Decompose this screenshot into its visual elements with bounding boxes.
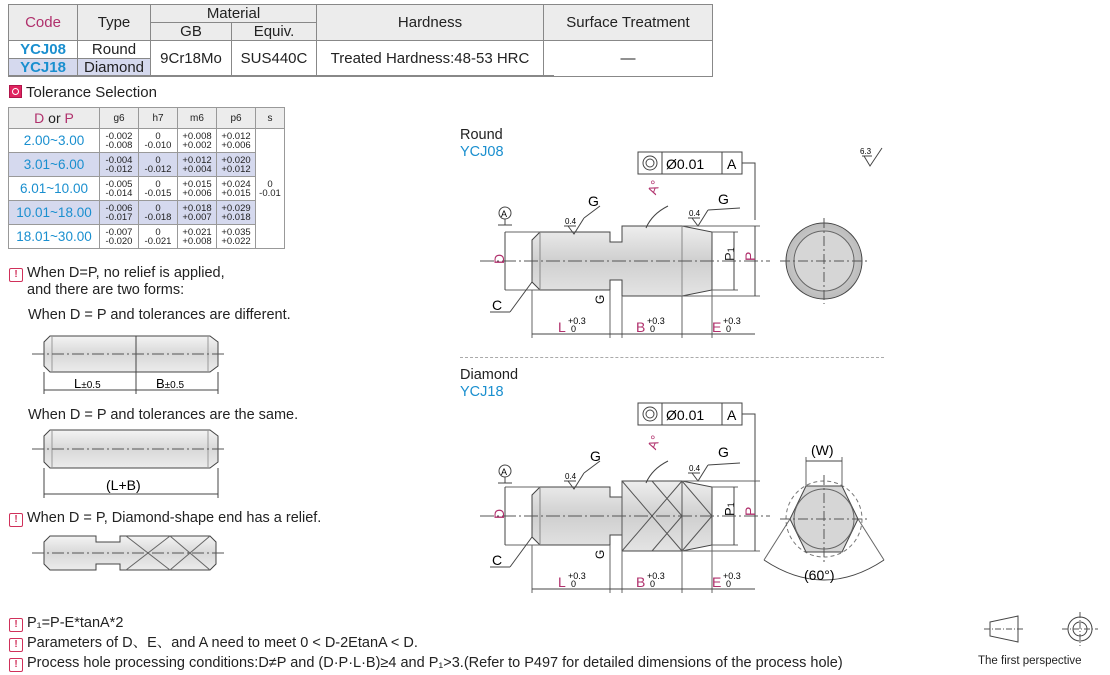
type-diamond: Diamond: [78, 59, 151, 77]
hdr-type: Type: [78, 5, 151, 41]
code-ycj08: YCJ08: [9, 41, 78, 59]
code-ycj18: YCJ18: [9, 59, 78, 77]
note-diamond-relief: ! When D = P, Diamond-shape end has a relief.: [9, 510, 321, 527]
diamond-c: C: [492, 552, 503, 568]
surface-value: —: [544, 41, 713, 77]
diamond-drawing: [440, 395, 910, 605]
diamond-datum: A: [727, 407, 737, 423]
equiv-value: SUS440C: [232, 41, 317, 77]
svg-text:+0.3: +0.3: [568, 571, 586, 581]
formula-process-hole: ! Process hole processing conditions:D≠P and (D·P·L·B)≥4 and P₁>3.(Refer to P497 for detailed dimensions of the process hole): [9, 653, 843, 673]
svg-text:A: A: [501, 209, 508, 219]
round-p1: P1: [722, 247, 737, 261]
diamond-a-angle: A°: [644, 433, 664, 452]
hdr-surface: Surface Treatment: [544, 5, 713, 41]
round-code: YCJ08: [460, 144, 504, 160]
svg-text:0: 0: [726, 324, 732, 334]
svg-text:0: 0: [726, 579, 732, 589]
svg-text:A: A: [501, 467, 508, 477]
hdr-equiv: Equiv.: [232, 23, 317, 41]
tol-hdr-h7: h7: [139, 108, 178, 129]
svg-text:0: 0: [571, 324, 577, 334]
round-b: B: [636, 319, 646, 335]
svg-text:0: 0: [571, 579, 577, 589]
formula-p1: ! P₁=P-E*tanA*2: [9, 613, 843, 633]
diamond-d: D: [491, 508, 507, 519]
tolerance-table: [8, 107, 285, 249]
dim-b: B±0.5: [156, 376, 185, 391]
info-icon: !: [9, 513, 23, 527]
formula-notes: [9, 613, 843, 673]
svg-text:+0.3: +0.3: [568, 316, 586, 326]
svg-text:0: 0: [650, 579, 656, 589]
hdr-hardness: Hardness: [317, 5, 544, 41]
svg-text:0.4: 0.4: [565, 472, 577, 481]
tol-hdr-dp: D or P: [9, 108, 100, 129]
diamond-angle60: (60°): [804, 567, 835, 583]
formula-params: ! Parameters of D、E、and A need to meet 0 < D-2EtanA < D.: [9, 633, 843, 653]
roughness-main: 6.3: [860, 147, 872, 156]
pin-sketch-same: [30, 426, 230, 498]
table-row: 2.00~3.00 -0.002 -0.008 0 -0.010 +0.008 +0.002 +0.012 +0.006 0 -0.01: [9, 129, 285, 153]
diamond-code: YCJ18: [460, 384, 504, 400]
table-row: 10.01~18.00 -0.006 -0.017 0 -0.018 +0.018 +0.007 +0.029 +0.018: [9, 201, 285, 225]
material-table: [8, 4, 713, 77]
svg-text:0.4: 0.4: [689, 464, 701, 473]
note-tol-same: When D = P and tolerances are the same.: [28, 407, 299, 423]
dim-lb: (L+B): [106, 477, 141, 493]
diamond-b: B: [636, 574, 646, 590]
round-datum: A: [727, 156, 737, 172]
table-row: 6.01~10.00 -0.005 -0.014 0 -0.015 +0.015 +0.006 +0.024 +0.015: [9, 177, 285, 201]
table-row: 3.01~6.00 -0.004 -0.012 0 -0.012 +0.012 +0.004 +0.020 +0.012: [9, 153, 285, 177]
round-l: L: [558, 319, 566, 335]
round-drawing: [440, 140, 1110, 355]
svg-text:+0.3: +0.3: [647, 316, 665, 326]
tol-hdr-p6: p6: [217, 108, 256, 129]
svg-text:0: 0: [650, 324, 656, 334]
round-a-angle: A°: [644, 178, 664, 197]
svg-text:+0.3: +0.3: [647, 571, 665, 581]
round-e: E: [712, 319, 722, 335]
hdr-material: Material: [151, 5, 317, 23]
info-icon: !: [9, 638, 23, 652]
info-icon: !: [9, 268, 23, 282]
tol-hdr-m6: m6: [178, 108, 217, 129]
pin-sketch-different: [30, 328, 230, 398]
diamond-e: E: [712, 574, 722, 590]
svg-text:0.4: 0.4: [565, 217, 577, 226]
tol-hdr-s: s: [256, 108, 285, 129]
diamond-w: (W): [811, 442, 834, 458]
round-flatness: Ø0.01: [666, 156, 705, 172]
hdr-code: Code: [9, 5, 78, 41]
diamond-l: L: [558, 574, 566, 590]
gb-value: 9Cr18Mo: [151, 41, 232, 77]
round-g3: G: [593, 294, 607, 304]
hardness-value: Treated Hardness:48-53 HRC: [317, 41, 544, 77]
tolerance-title: Tolerance Selection: [9, 84, 157, 101]
tol-s-value: 0 -0.01: [256, 129, 285, 249]
section-bullet-icon: [9, 85, 22, 98]
dim-l: L±0.5: [74, 376, 101, 391]
round-title: Round: [460, 127, 503, 143]
section-divider: [460, 357, 884, 358]
note-tol-different: When D = P and tolerances are different.: [28, 307, 291, 323]
hdr-gb: GB: [151, 23, 232, 41]
diamond-g3: G: [593, 549, 607, 559]
info-icon: !: [9, 658, 23, 672]
pin-sketch-diamond-relief: [30, 528, 230, 578]
round-p: P: [742, 251, 758, 261]
diamond-g1: G: [590, 448, 601, 464]
round-g2: G: [718, 191, 729, 207]
diamond-g2: G: [718, 444, 729, 460]
round-c: C: [492, 297, 503, 313]
svg-text:+0.3: +0.3: [723, 316, 741, 326]
table-row: 18.01~30.00 -0.007 -0.020 0 -0.021 +0.021 +0.008 +0.035 +0.022: [9, 225, 285, 249]
diamond-flatness: Ø0.01: [666, 407, 705, 423]
diamond-p: P: [742, 506, 758, 516]
type-round: Round: [78, 41, 151, 59]
projection-label: The first perspective: [978, 655, 1082, 667]
round-d: D: [491, 253, 507, 264]
info-icon: !: [9, 618, 23, 632]
svg-text:0.4: 0.4: [689, 209, 701, 218]
first-angle-projection-icon: [984, 612, 1104, 648]
diamond-title: Diamond: [460, 367, 519, 383]
note-relief: ! When D=P, no relief is applied, and there are two forms:: [9, 265, 225, 299]
diamond-p1: P1: [722, 502, 737, 516]
table-underline: [8, 75, 554, 76]
round-g1: G: [588, 193, 599, 209]
tol-hdr-g6: g6: [100, 108, 139, 129]
svg-text:+0.3: +0.3: [723, 571, 741, 581]
